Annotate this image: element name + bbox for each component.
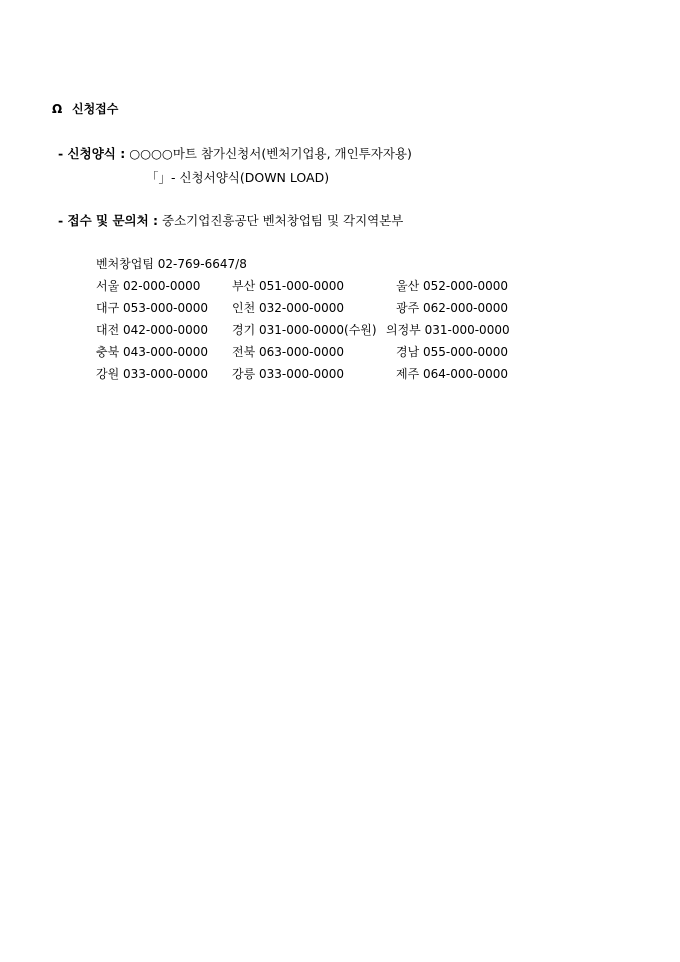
application-text: ○○○○마트 참가신청서(벤처기업용, 개인투자자용) [129, 146, 412, 161]
contact-entry: 경기 031-000-0000(수원) [232, 323, 377, 337]
contact-row [96, 344, 556, 366]
application-label: - 신청양식 : [58, 146, 126, 161]
contact-row [96, 278, 556, 300]
contact-row [96, 300, 556, 322]
section-bullet: Ω [52, 102, 63, 116]
contact-list [96, 256, 556, 388]
contact-entry: 강릉 033-000-0000 [232, 367, 345, 381]
contact-entry: 대구 053-000-0000 [96, 301, 209, 315]
reception-label: - 접수 및 문의처 : [58, 213, 159, 228]
contact-entry: 강원 033-000-0000 [96, 367, 209, 381]
contact-entry: 대전 042-000-0000 [96, 323, 209, 337]
contact-entry: 경남 055-000-0000 [396, 345, 509, 359]
contact-header: 벤처창업팀 02-769-6647/8 [96, 257, 247, 271]
download-link[interactable] [146, 170, 329, 186]
contact-row [96, 366, 556, 388]
contact-entry: 인천 032-000-0000 [232, 301, 345, 315]
reception-text: 중소기업진흥공단 벤처창업팀 및 각지역본부 [162, 213, 404, 228]
section-title: 신청접수 [72, 102, 119, 116]
contact-entry: 충북 043-000-0000 [96, 345, 209, 359]
contact-entry: 서울 02-000-0000 [96, 279, 201, 293]
contact-entry: 의정부 031-000-0000 [386, 323, 510, 337]
contact-entry: 제주 064-000-0000 [396, 367, 509, 381]
application-form-line [58, 146, 412, 162]
section-heading [52, 101, 118, 117]
contact-row [96, 322, 556, 344]
reception-line [58, 213, 403, 229]
contact-entry: 전북 063-000-0000 [232, 345, 345, 359]
download-text[interactable]: 「」- 신청서양식(DOWN LOAD) [146, 170, 330, 185]
contact-entry: 부산 051-000-0000 [232, 279, 345, 293]
contact-entry: 울산 052-000-0000 [396, 279, 509, 293]
contact-entry: 광주 062-000-0000 [396, 301, 509, 315]
